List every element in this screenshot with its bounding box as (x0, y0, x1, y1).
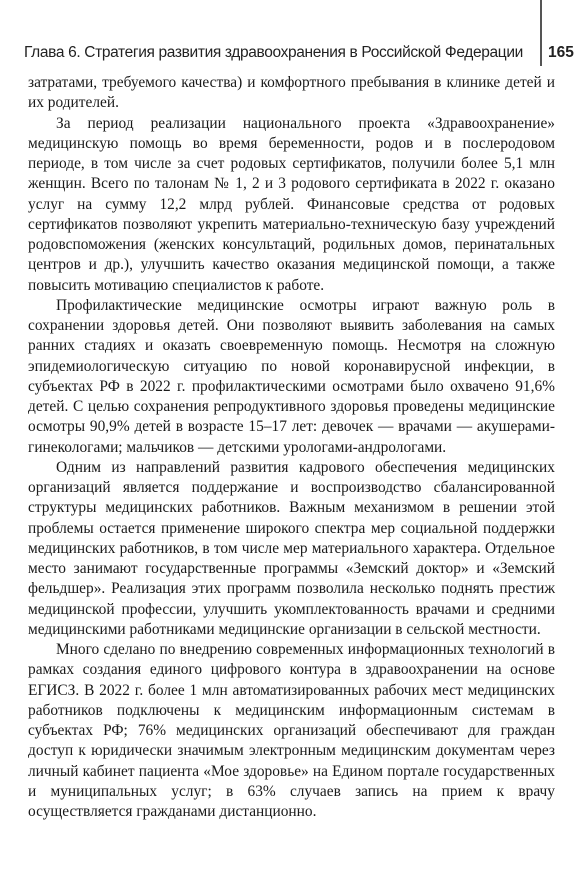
page-number: 165 (548, 44, 574, 61)
chapter-title: Глава 6. Стратегия развития здравоохранения в Российской Федерации (24, 44, 523, 61)
page-header (0, 0, 576, 70)
header-divider (540, 0, 542, 66)
paragraph-birth-certificates: За период реализации национального проекта «Здравоохранение» медицинскую помощь во время беременности, родов и в послеродовом периоде, в том числе за счет родовых сертификатов, получили более 5,1 млн женщин. Всего по талонам № 1, 2 и 3 родового сертификата в 2022 г. оказано услуг на сумму 12,2 млрд рублей. Финансовые средства от родовых сертификатов позволяют укрепить материально-техническую базу учреждений родовспоможения (женских консультаций, родильных домов, перинатальных центров и др.), улучшить качество оказания медицинской помощи, а также повысить мотивацию специалистов к работе. (28, 114, 555, 294)
paragraph-preventive-exams: Профилактические медицинские осмотры играют важную роль в сохранении здоровья детей. Они позволяют выявить заболевания на самых ранних стадиях и оказать своевременную помощь. Несмотря на сложную эпидемиологическую ситуацию по новой коронавирусной инфекции, в субъектах РФ в 2022 г. профилактическими осмотрами было охвачено 91,6% детей. С целью сохранения репродуктивного здоровья проведены медицинские осмотры 90,9% детей в возрасте 15–17 лет: девочек — врачами — акушерами-гинекологами; мальчиков — детскими урологами-андрологами. (28, 296, 555, 456)
body-text (28, 73, 555, 822)
paragraph-digital-health: Много сделано по внедрению современных информационных технологий в рамках создания единого цифрового контура в здравоохранении на основе ЕГИСЗ. В 2022 г. более 1 млн автоматизированных рабочих мест медицинских работников подключены к медицинским информационным системам в субъектах РФ; 76% медицинских организаций обеспечивают для граждан доступ к юридически значимым электронным медицинским документам через личный кабинет пациента «Мое здоровье» на Едином портале государственных и муниципальных услуг; в 63% случаев запись на прием к врачу осуществляется гражданами дистанционно. (28, 641, 555, 820)
paragraph-staffing: Одним из направлений развития кадрового обеспечения медицинских организаций является поддержание и воспроизводство сбалансированной структуры медицинских работников. Важным механизмом в решении этой проблемы остается применение широкого спектра мер социальной поддержки медицинских работников, в том числе мер материального характера. Отдельное место занимают государственные программы «Земский доктор» и «Земский фельдшер». Реализация этих программ позволила несколько поднять престиж медицинской профессии, улучшить укомплектованность врачами и средними медицинскими работниками медицинские организации в сельской местности. (28, 458, 555, 638)
paragraph-continuation: затратами, требуемого качества) и комфортного пребывания в клинике детей и их родителей. (28, 74, 555, 112)
